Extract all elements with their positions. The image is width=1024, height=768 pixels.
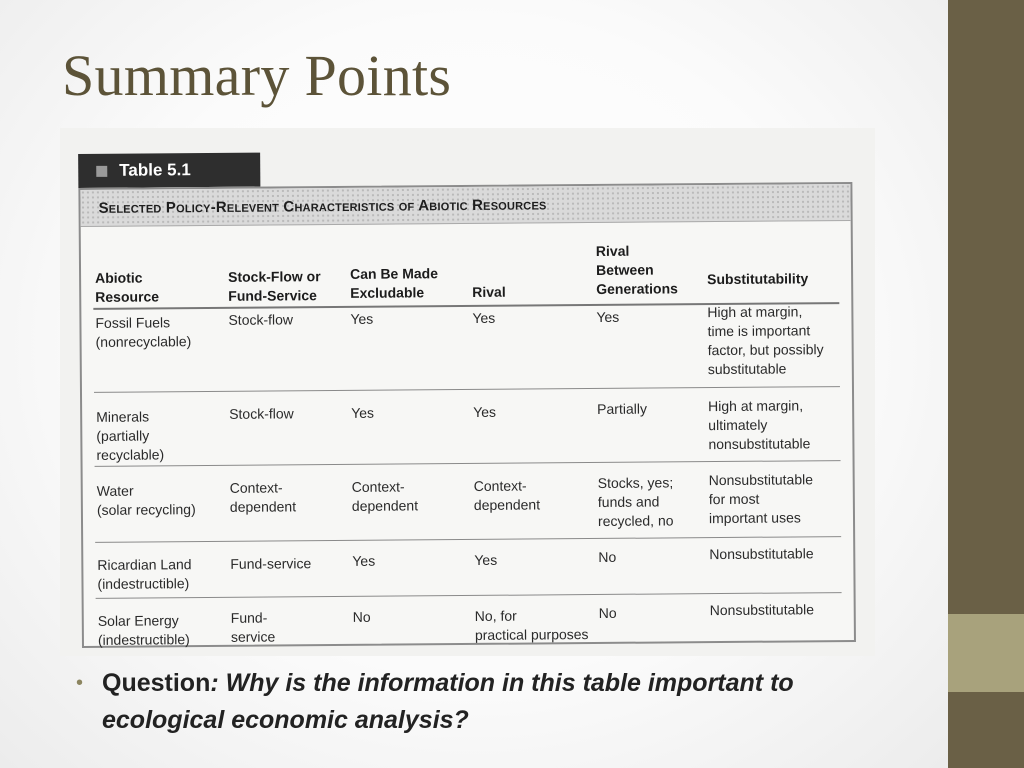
table-cell: No xyxy=(352,608,371,625)
table-cell: Fossil Fuels (nonrecyclable) xyxy=(95,314,192,350)
table-cell: Nonsubstitutable xyxy=(709,545,814,563)
bullet-dot-icon: • xyxy=(76,672,84,694)
table-cell: Fund- service xyxy=(230,609,276,645)
table-cell: High at margin, time is important factor, but possibly substitutable xyxy=(707,303,824,378)
question-text: Why is the information in this table important to ecological economic analysis? xyxy=(102,669,794,734)
table-cell: Solar Energy (indestructible) xyxy=(97,612,190,648)
row-rule xyxy=(95,536,841,543)
table-cell: Yes xyxy=(351,404,375,421)
table-cell: Yes xyxy=(352,552,376,569)
table-cell: Ricardian Land (indestructible) xyxy=(97,556,192,592)
question-label: Question xyxy=(102,669,211,697)
table-cell: Water (solar recycling) xyxy=(96,482,196,518)
table-cell: Yes xyxy=(474,551,498,568)
table-cell: Minerals (partially recyclable) xyxy=(96,408,165,463)
header-excludable: Can Be Made Excludable xyxy=(350,265,439,301)
table-cell: Context- dependent xyxy=(351,478,419,514)
table-cell: No xyxy=(598,604,617,621)
question-bullet xyxy=(76,665,876,739)
table-cell: No, for practical purposes xyxy=(474,607,589,643)
table-scan-image xyxy=(60,128,875,656)
header-rival: Rival xyxy=(472,283,506,300)
side-bar-accent xyxy=(948,614,1024,692)
header-abiotic-resource: Abiotic Resource xyxy=(95,269,160,305)
header-substitutability: Substitutability xyxy=(707,270,809,288)
table-square-icon xyxy=(96,165,107,176)
table-caption-band xyxy=(80,184,850,227)
table-cell: Fund-service xyxy=(230,555,312,572)
table-cell: No xyxy=(598,548,617,565)
table-cell: Yes xyxy=(473,403,497,420)
table-cell: Yes xyxy=(596,308,620,325)
bullet-body xyxy=(102,665,876,739)
table-cell: Yes xyxy=(350,310,374,327)
table-cell: High at margin, ultimately nonsubstitutable xyxy=(708,397,811,453)
table-tab-label: Table 5.1 xyxy=(119,160,191,180)
table-cell: Nonsubstitutable for most important uses xyxy=(708,471,814,527)
table-tab xyxy=(78,153,260,188)
table-cell: Stock-flow xyxy=(229,405,294,422)
table-cell: Partially xyxy=(597,400,647,417)
row-rule xyxy=(94,386,840,393)
table-cell: Context- dependent xyxy=(473,477,541,513)
header-rival-generations: Rival Between Generations xyxy=(595,242,678,297)
table-cell: Nonsubstitutable xyxy=(709,601,815,619)
table-cell: Stock-flow xyxy=(228,311,294,328)
table-cell: Context- dependent xyxy=(229,479,297,515)
header-stock-flow: Stock-Flow or Fund-Service xyxy=(228,268,321,304)
data-table xyxy=(78,182,856,648)
row-rule xyxy=(95,460,841,467)
table-caption: Selected Policy-Relevent Characteristics of Abiotic Resources xyxy=(98,195,547,217)
table-cell: Stocks, yes; funds and recycled, no xyxy=(597,474,674,529)
row-rule xyxy=(96,592,842,599)
question-colon: : xyxy=(210,669,219,697)
table-cell: Yes xyxy=(472,309,496,326)
slide-title: Summary Points xyxy=(62,43,452,108)
